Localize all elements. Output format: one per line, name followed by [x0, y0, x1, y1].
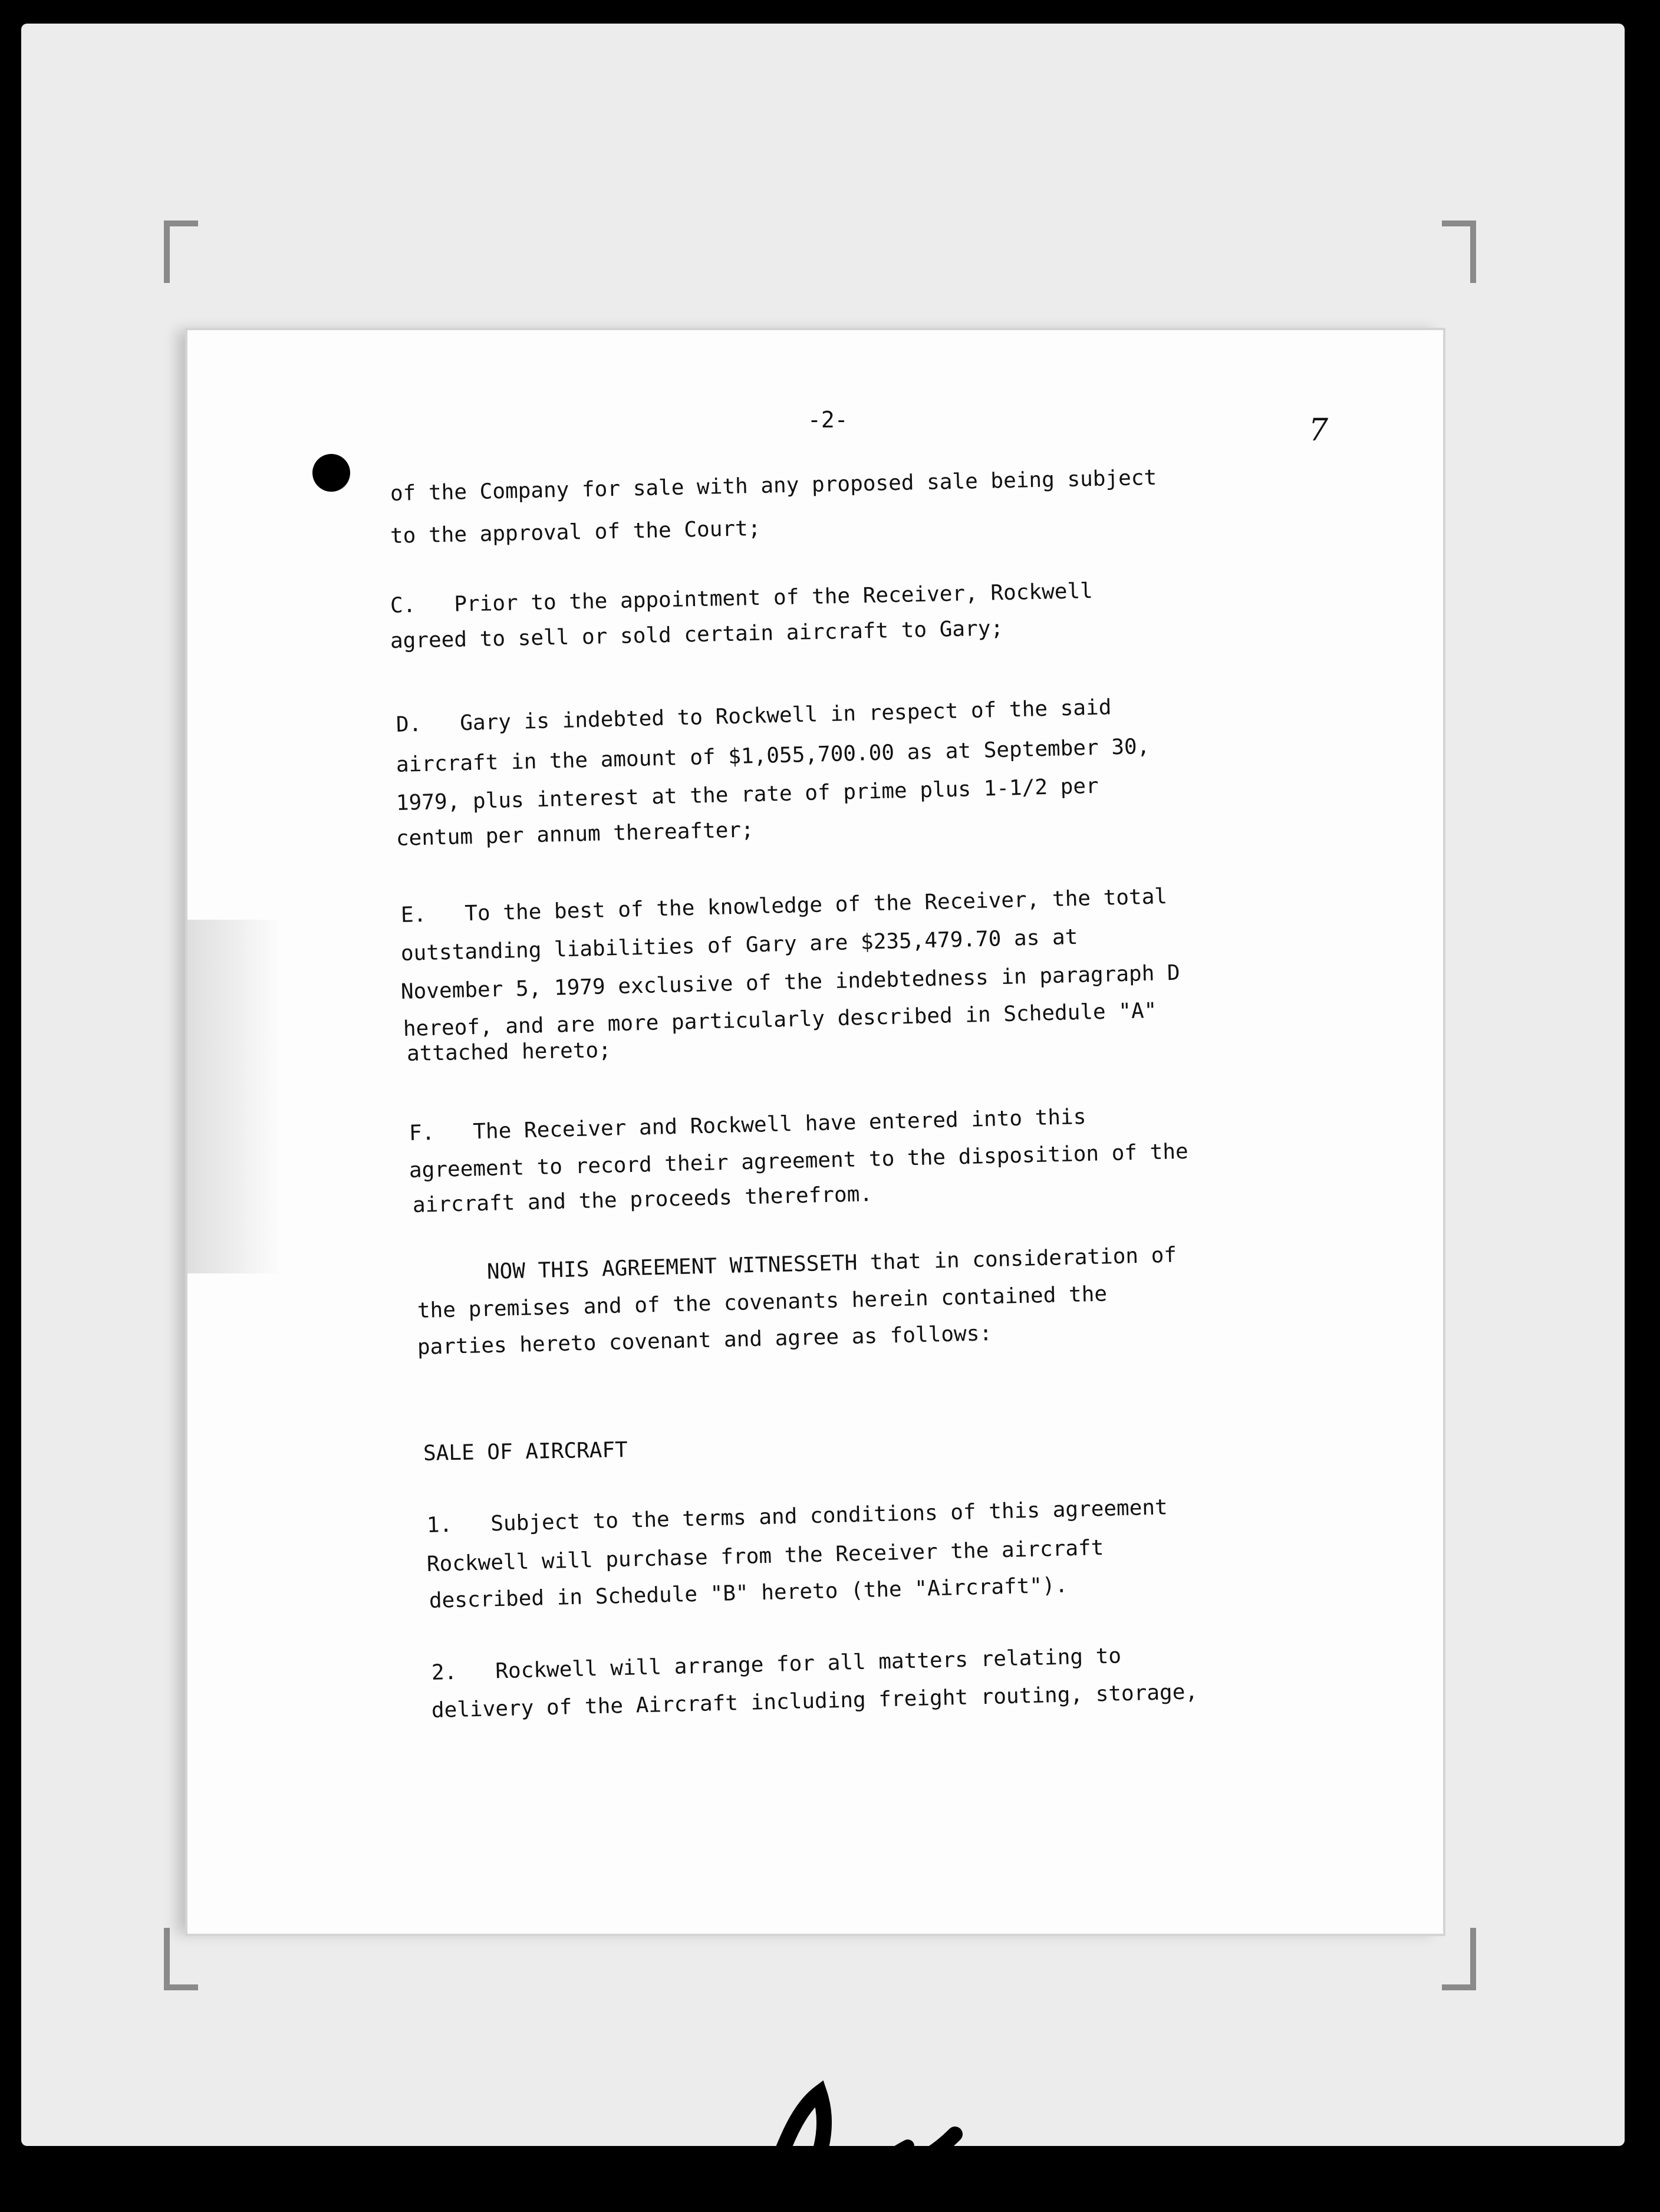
paragraph-d-line: aircraft in the amount of $1,055,700.00 as at September 30,: [396, 734, 1150, 777]
paragraph-c-line: agreed to sell or sold certain aircraft to Gary;: [390, 616, 1004, 653]
corner-handwritten-mark: 7: [1309, 413, 1329, 448]
section-heading: SALE OF AIRCRAFT: [423, 1437, 628, 1466]
paragraph-f-line: F. The Receiver and Rockwell have entered into this: [409, 1104, 1086, 1146]
paragraph-e-line: hereof, and are more particularly described in Schedule "A": [403, 998, 1157, 1041]
paragraph-f-line: aircraft and the proceeds therefrom.: [412, 1181, 873, 1217]
clause-1-line: Rockwell will purchase from the Receiver the aircraft: [426, 1535, 1104, 1576]
crop-mark-top-left: [164, 220, 198, 283]
page-shadow: [187, 920, 282, 1273]
body-line: to the approval of the Court;: [390, 516, 761, 548]
paragraph-d-line: centum per annum thereafter;: [396, 818, 755, 851]
witnesseth-line: parties hereto covenant and agree as follows:: [417, 1321, 993, 1360]
clause-2-line: 2. Rockwell will arrange for all matters relating to: [431, 1644, 1122, 1685]
witnesseth-line: NOW THIS AGREEMENT WITNESSETH that in consideration of: [486, 1243, 1177, 1284]
paragraph-e-line: outstanding liabilities of Gary are $235,479.70 as at: [400, 924, 1078, 966]
body-line: of the Company for sale with any proposed sale being subject: [390, 465, 1157, 506]
clause-1-line: 1. Subject to the terms and conditions of this agreement: [426, 1495, 1168, 1538]
crop-mark-bottom-left: [164, 1928, 198, 1990]
paragraph-d-line: D. Gary is indebted to Rockwell in respect of the said: [396, 695, 1112, 737]
punch-hole: [312, 454, 350, 492]
paragraph-d-line: 1979, plus interest at the rate of prime plus 1-1/2 per: [396, 773, 1099, 815]
clause-2-line: delivery of the Aircraft including freight routing, storage,: [431, 1680, 1198, 1723]
paragraph-e-line: November 5, 1979 exclusive of the indebtedness in paragraph D: [400, 960, 1181, 1004]
paragraph-c-line: C. Prior to the appointment of the Receiver, Rockwell: [390, 579, 1094, 618]
witnesseth-line: the premises and of the covenants herein contained the: [417, 1282, 1108, 1323]
paragraph-f-line: agreement to record their agreement to the disposition of the: [409, 1139, 1189, 1183]
handwritten-scribble: [731, 2075, 979, 2212]
paragraph-e-line: E. To the best of the knowledge of the Receiver, the total: [400, 884, 1168, 927]
crop-mark-bottom-right: [1442, 1928, 1476, 1990]
paragraph-e-line: attached hereto;: [406, 1038, 612, 1066]
clause-1-line: described in Schedule "B" hereto (the "Aircraft").: [429, 1573, 1068, 1613]
page-number: -2-: [808, 407, 848, 433]
crop-mark-top-right: [1442, 220, 1476, 283]
